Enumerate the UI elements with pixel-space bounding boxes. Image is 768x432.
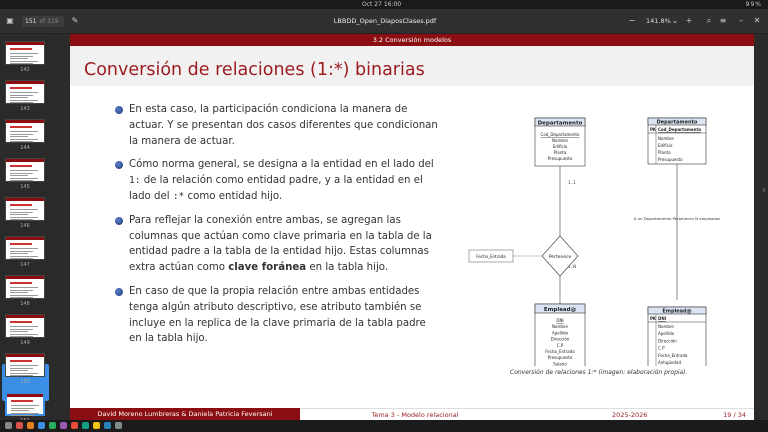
thumbnail-page-number: 142 [20,67,30,73]
bullet-icon [115,106,123,114]
bullet-text: de la relación como entidad padre, y a la entidad en el lado del [129,175,423,202]
menu-icon[interactable]: ≡ [719,16,727,25]
figure-caption: Conversión de relaciones 1:* (imagen: elaboración propia). [510,369,688,376]
er-entity-title: Emplead@ [543,307,577,313]
bullet-text: como entidad hijo. [184,190,283,202]
bullet-text: En esta caso, la participación condiciona la manera de actuar. Y se presentan dos casos diferentes que condicionan la manera de actuar. [129,104,438,147]
bold-term: clave foránea [228,262,307,274]
pk-column: Cod_Departamento [658,127,702,132]
page-thumbnail[interactable] [5,119,45,143]
app-icon[interactable] [104,422,111,429]
attribute-text: Edificio [658,143,673,148]
bullet-text: en la tabla hijo. [306,262,389,274]
card-bottom: 1..N [568,264,577,269]
thumbnail-sidebar [0,35,52,415]
thumbnail-page-number: 149 [20,340,30,346]
code-text: :* [172,190,185,202]
card-top: 1..1 [568,180,576,185]
thumbnail-page-number: 146 [20,223,30,229]
attribute-text: Fecha_Entrada [658,352,688,358]
thumbnail-page-number: 143 [20,106,30,112]
attribute-text: Edificio [552,144,568,149]
attribute-text: Planta [553,150,567,155]
page-thumbnail[interactable] [5,41,45,65]
bullet-icon [115,288,123,296]
page-thumbnail[interactable] [5,158,45,182]
system-bar [0,0,768,9]
attribute-text: Apellido [658,331,675,337]
page-thumbnail[interactable] [5,275,45,299]
code-text: 1: [129,175,141,187]
app-icon[interactable] [71,422,78,429]
attribute-text: C.P [556,342,564,348]
attribute-text: Apellido [551,330,569,336]
slide-page [70,34,754,420]
document-title: LBBDD_Open_DiaposClases.pdf [333,17,437,25]
next-page-arrow-icon[interactable]: › [762,185,766,196]
attribute-text: C.P [658,345,665,351]
page-thumbnail[interactable] [5,353,45,377]
thumbnail-page-number: 147 [20,262,30,268]
slide-footer [70,408,754,420]
attribute-text: Dirección [658,338,677,344]
bullet-item [115,102,440,149]
attribute-text: Fecha_Entrada [545,349,575,354]
footer-year: 2025-2026 [612,411,648,419]
slide-title: Conversión de relaciones (1:*) binarias [84,60,425,80]
thumbnail-page-number: 145 [20,184,30,190]
attribute-text: Nombre [552,138,568,143]
chevron-down-icon[interactable]: ⌄ [671,16,679,25]
bullet-text: En caso de que la propia relación entre ambas entidades tenga algún atributo descriptivo, ese atributo también se incluye en la replica de la clave primaria de la tabla padre en la tabla hijo. [129,285,426,345]
bullet-item [115,284,440,347]
bullet-text: Cómo norma general, se designa a la entidad en el lado del [129,159,434,171]
page-number-field[interactable] [22,16,64,27]
zoom-level[interactable]: 141.8% [646,17,671,25]
page-thumbnail[interactable] [5,392,45,416]
attribute-text: Dirección [550,336,570,342]
relationship-label: A un Departamento Pertenecen N empleados [633,216,721,221]
attribute-text: Nombre [552,324,568,330]
bullet-text: Para reflejar la conexión entre ambas, se agregan las columnas que actúan como clave primaria en la tabla de la entidad padre a la tabla de la entidad hijo. Estas columnas extra actúan como [129,214,432,274]
app-header [0,9,768,34]
attribute-text: Antigüedad [658,360,682,365]
minimize-icon[interactable]: – [739,16,743,25]
attribute-text: Salario [553,361,567,366]
thumbnail-page-number: 150 [20,379,30,385]
app-icon[interactable] [27,422,34,429]
battery-status: 99% [745,1,762,8]
attribute-text: Presupuesto [547,156,573,161]
launcher-icon[interactable] [5,422,12,429]
er-entity-title: Departamento [537,120,583,127]
er-to-relational-diagram [465,114,745,366]
page-thumbnail[interactable] [5,236,45,260]
pk-tag: PK [650,316,657,321]
app-icon[interactable] [49,422,56,429]
attribute-text: Presupuesto [547,355,573,361]
pk-column: DNI [658,316,667,321]
app-icon[interactable] [38,422,45,429]
section-label: 3.2 Conversión modelos [372,36,452,44]
zoom-out-icon[interactable]: − [628,16,636,25]
thumbnail-page-number: 144 [20,145,30,151]
rel-table-title: Departamento [656,119,698,126]
rel-table-title: Emplead@ [662,308,692,315]
bullet-list [115,102,440,355]
attribute-text: Planta [658,150,671,155]
search-icon[interactable]: ⌕ [706,16,712,25]
current-page[interactable]: 151 [25,18,37,25]
attribute-text: Nombre [658,136,674,141]
footer-authors: David Moreno Lumbreras & Daniela Patricia Feversani [70,408,300,420]
footer-topic: Tema 3 - Modelo relacional [300,408,530,420]
attribute-text: Cod_Departamento [540,132,580,137]
bullet-item [115,157,440,204]
footer-right [530,408,754,420]
taskbar [0,420,768,432]
page-thumbnail[interactable] [5,80,45,104]
page-thumbnail[interactable] [5,314,45,338]
attribute-text: Presupuesto [658,157,683,162]
annotate-pen-icon[interactable]: ✎ [71,16,79,25]
sidebar-toggle-icon[interactable]: ▣ [6,16,14,25]
bullet-item [115,213,440,276]
app-icon[interactable] [82,422,89,429]
page-total: of 319 [39,18,59,25]
er-relation-label: Pertenece [548,255,572,260]
app-icon[interactable] [60,422,67,429]
pk-tag: PK [650,127,657,132]
app-icon[interactable] [93,422,100,429]
thumbnail-page-number: 148 [20,301,30,307]
clock: Oct 27 16:00 [362,1,402,8]
er-rel-attribute-label: Fecha_Entrada [476,254,506,259]
close-icon[interactable]: ✕ [753,16,761,25]
bullet-icon [115,161,123,169]
bullet-icon [115,217,123,225]
page-thumbnail[interactable] [5,197,45,221]
zoom-in-icon[interactable]: + [685,16,693,25]
app-icon[interactable] [115,422,122,429]
attribute-text: DNI [556,318,564,323]
app-icon[interactable] [16,422,23,429]
attribute-text: Nombre [658,324,674,329]
footer-page: 19 / 34 [723,411,746,419]
